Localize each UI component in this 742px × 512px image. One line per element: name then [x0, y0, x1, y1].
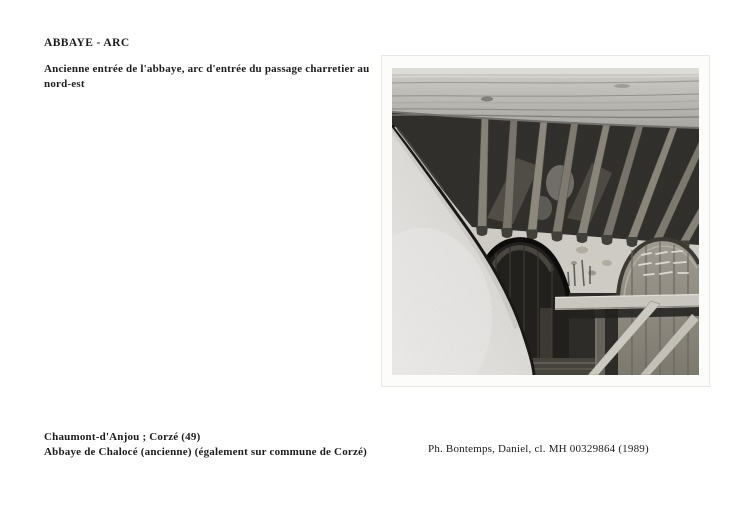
photo-credit: Ph. Bontemps, Daniel, cl. MH 00329864 (1989) [428, 443, 649, 455]
location-line1: Chaumont-d'Anjou ; Corzé (49) [44, 431, 201, 443]
photo-caption: Ancienne entrée de l'abbaye, arc d'entrée du passage charretier au nord-est [44, 63, 370, 90]
photo-print [381, 55, 710, 387]
location-block [44, 430, 384, 460]
photo-grain [392, 68, 699, 375]
photo-image [392, 68, 699, 375]
location-line2: Abbaye de Chalocé (ancienne) (également sur commune de Corzé) [44, 446, 367, 458]
page-title: ABBAYE - ARC [44, 37, 130, 49]
